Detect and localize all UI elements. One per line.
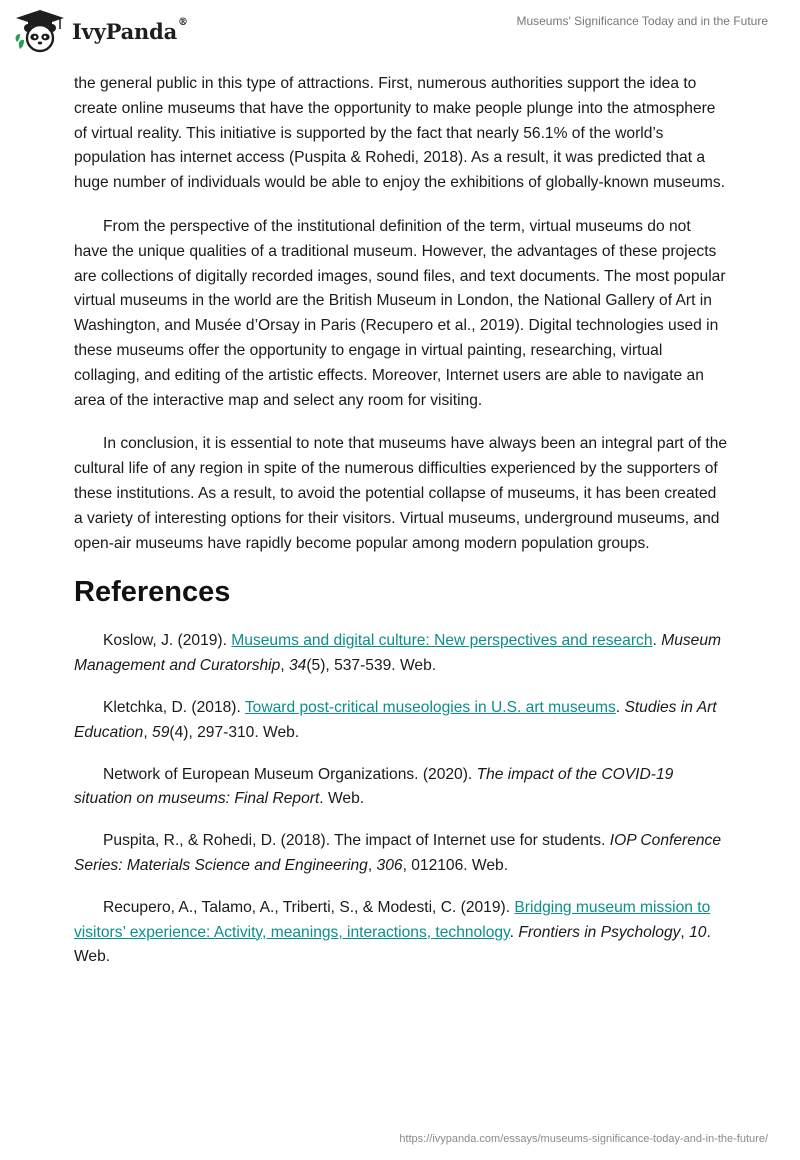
reference-link-koslow[interactable]: Museums and digital culture: New perspectives and research bbox=[231, 632, 653, 650]
page-header bbox=[0, 0, 800, 70]
panda-graduate-icon bbox=[14, 9, 66, 53]
reference-kletchka: Kletchka, D. (2018). Toward post-critical museologies in U.S. art museums. Studies in Art Education, 59(4), 297-310. Web. bbox=[74, 698, 717, 741]
references-heading: References bbox=[74, 576, 231, 609]
reference-link-kletchka[interactable]: Toward post-critical museologies in U.S. art museums bbox=[244, 698, 616, 716]
reference-puspita: Puspita, R., & Rohedi, D. (2018). The impact of Internet use for students. IOP Conference Series: Materials Science and Engineering, 306, 012106. Web. bbox=[74, 832, 722, 874]
document-title: Museums' Significance Today and in the Future bbox=[516, 14, 768, 28]
reference-nemo: Network of European Museum Organizations. (2020). The impact of the COVID-19 situation on museums: Final Report. Web. bbox=[74, 765, 674, 808]
brand-name: IvyPanda® bbox=[72, 16, 188, 44]
ivypanda-logo[interactable] bbox=[14, 9, 188, 53]
reference-koslow: Koslow, J. (2019). Museums and digital culture: New perspectives and research. Museum Management and Curatorship, 34(5), 537-539. Web. bbox=[74, 632, 721, 675]
paragraph-2: From the perspective of the institutional definition of the term, virtual museums do not have the unique qualities of a traditional museum. However, the advantages of these projects are collections of digitally recorded images, sound files, and text documents. The most popular virtual museums in the world are the British Museum in London, the National Gallery of Art in Washington, and Musée d’Orsay in Paris (Recupero et al., 2019). Digital technologies used in these museums offer the opportunity to engage in virtual painting, researching, virtual collaging, and editing of the artistic effects. Moreover, Internet users are able to navigate an area of the interactive map and select any room for visiting. bbox=[74, 217, 726, 409]
essay-content bbox=[74, 72, 728, 987]
reference-recupero: Recupero, A., Talamo, A., Triberti, S., & Modesti, C. (2019). Bridging museum mission to visitors’ experience: Activity, meanings, interactions, technology. Frontiers in Psychology, 10. Web. bbox=[74, 898, 711, 966]
paragraph-1: the general public in this type of attractions. First, numerous authorities support the idea to create online museums that have the opportunity to make people plunge into the atmosphere of virtual reality. This initiative is supported by the fact that nearly 56.1% of the world’s population has internet access (Puspita & Rohedi, 2018). As a result, it was predicted that a huge number of individuals would be able to enjoy the exhibitions of globally-known museums. bbox=[74, 75, 725, 192]
footer-url: https://ivypanda.com/essays/museums-significance-today-and-in-the-future/ bbox=[399, 1133, 768, 1145]
paragraph-3: In conclusion, it is essential to note that museums have always been an integral part of the cultural life of any region in spite of the numerous difficulties experienced by the supporters of these institutions. As a result, to avoid the potential collapse of museums, it has been created a variety of interesting options for their visitors. Virtual museums, underground museums, and open-air museums have rapidly become popular among modern population groups. bbox=[74, 435, 728, 552]
reference-link-recupero[interactable]: Bridging museum mission to visitors’ experience: Activity, meanings, interactions, technology bbox=[74, 898, 711, 941]
